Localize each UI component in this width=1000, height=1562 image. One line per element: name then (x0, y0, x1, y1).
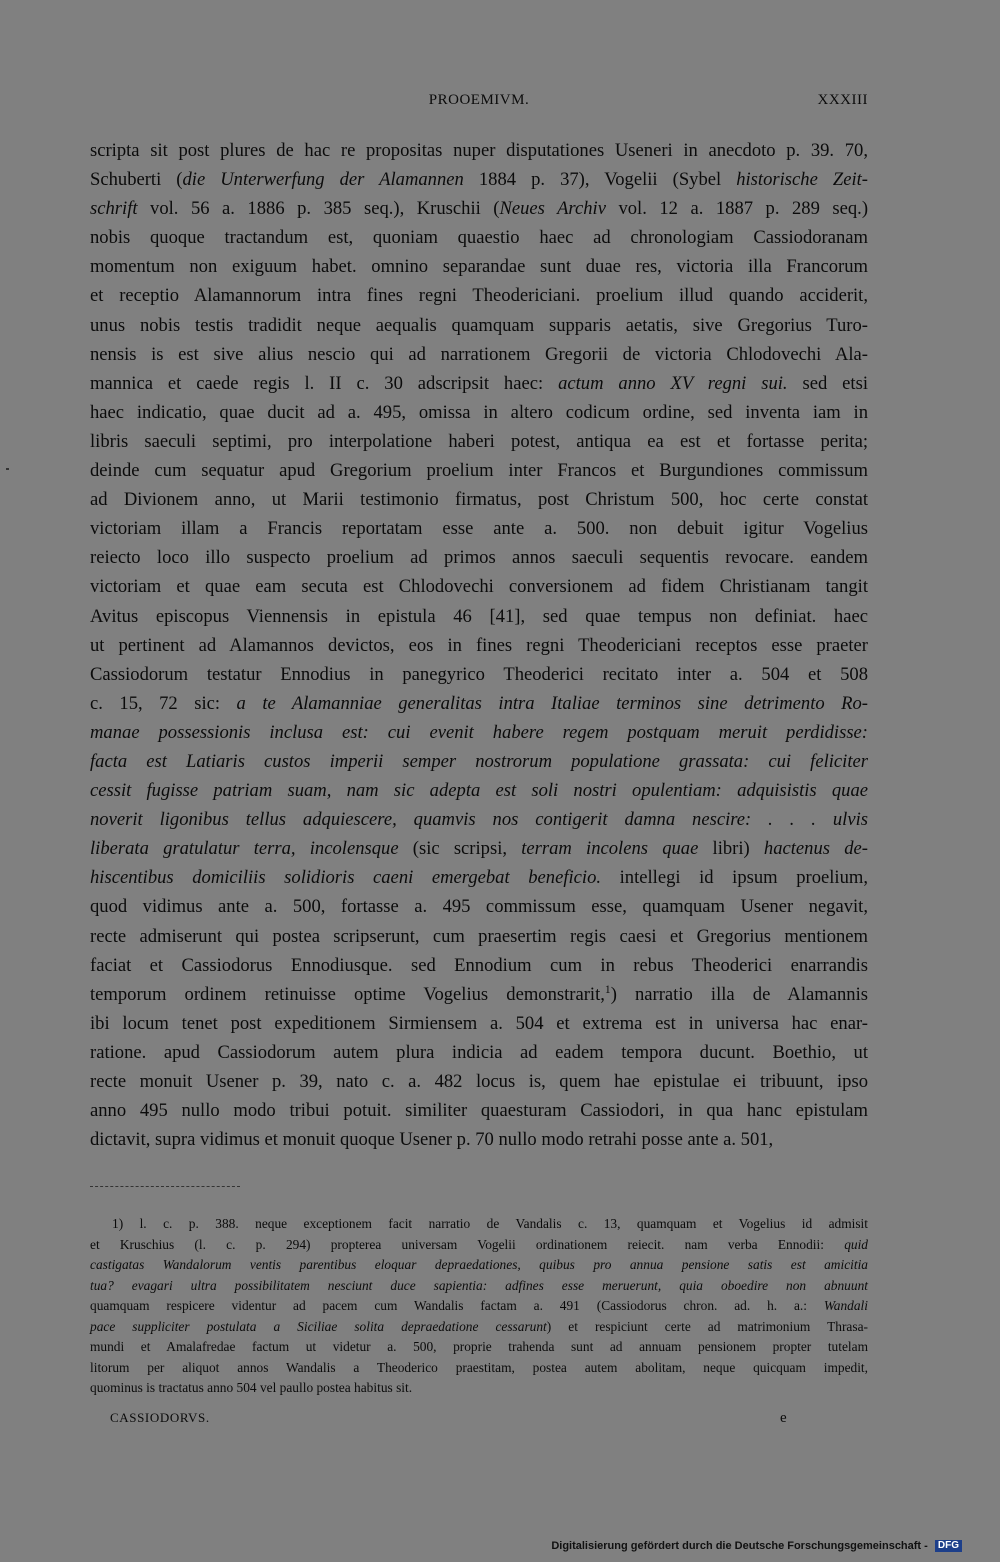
footnotes (90, 1214, 868, 1399)
text-line: haec indicatio, quae ducit ad a. 495, omissa in altero codicum ordine, sed inventa iam in (90, 401, 868, 423)
text-line: faciat et Cassiodorus Ennodiusque. sed Ennodium cum in rebus Theoderici enarrandis (90, 954, 868, 976)
text-line: unus nobis testis tradidit neque aequalis quamquam supparis aetatis, sive Gregorius Turo- (90, 314, 868, 336)
text-line: libris saeculi septimi, pro interpolatione haberi potest, antiqua ea est et fortasse perita; (90, 430, 868, 452)
text-line: nensis is est sive alius nescio qui ad narrationem Gregorii de victoria Chlodovechi Ala- (90, 343, 868, 365)
footnote-line: et Kruschius (l. c. p. 294) propterea universam Vogelii ordinationem reiecit. nam verba Ennodii: quid (90, 1236, 868, 1252)
text-line: recte monuit Usener p. 39, nato c. a. 482 locus is, quem hae epistulae ei tribuunt, ipso (90, 1071, 868, 1092)
page-number: XXXIII (817, 92, 868, 108)
main-text (90, 136, 868, 1154)
text-line: c. 15, 72 sic: a te Alamanniae generalitas intra Italiae terminos sine detrimento Ro- (90, 692, 868, 714)
signature-mark: e (780, 1410, 788, 1426)
text-line: momentum non exiguum habet. omnino separandae sunt duae res, victoria illa Francorum (90, 256, 868, 278)
signature-name: CASSIODORVS. (110, 1410, 210, 1425)
text-line: manae possessionis inclusa est: cui evenit habere regem postquam meruit perdidisse: (90, 721, 868, 743)
text-line: deinde cum sequatur apud Gregorium proelium inter Francos et Burgundiones commissum (90, 460, 868, 482)
text-line: scripta sit post plures de hac re propositas nuper disputationes Useneri in anecdoto p. 39. 70, (90, 140, 868, 161)
footnote-separator (90, 1186, 240, 1187)
text-line: cessit fugisse patriam suam, nam sic adepta est soli nostri opulentiam: adquisistis quae (90, 780, 868, 802)
text-line: recte admiserunt qui postea scripserunt, cum praesertim regis caesi et Gregorius mentionem (90, 925, 868, 947)
text-line: quod vidimus ante a. 500, fortasse a. 495 commissum esse, quamquam Usener negavit, (90, 896, 868, 918)
text-line: Schuberti (die Unterwerfung der Alamannen 1884 p. 37), Vogelii (Sybel historische Zeit- (90, 169, 868, 191)
text-line: ut pertinent ad Alamannos devictos, eos in fines regni Theodericiani receptos esse praeter (90, 634, 868, 656)
text-line: schrift vol. 56 a. 1886 p. 385 seq.), Kruschii (Neues Archiv vol. 12 a. 1887 p. 289 seq.) (90, 198, 869, 220)
signature-line (110, 1410, 868, 1426)
scan-speck (6, 468, 9, 470)
text-line: ad Divionem anno, ut Marii testimonio firmatus, post Christum 500, hoc certe constat (90, 489, 868, 511)
text-line: liberata gratulatur terra, incolensque (sic scripsi, terram incolens quae libri) hactenus de- (90, 838, 868, 860)
text-line: victoriam et quae eam secuta est Chlodovechi conversionem ad fidem Christianam tangit (90, 576, 868, 598)
footnote-line: quamquam respicere videntur ad pacem cum Wandalis factam a. 491 (Cassiodorus chron. ad. h. a.: Wandali (90, 1298, 868, 1313)
running-title: PROOEMIVM. (428, 92, 530, 108)
running-header (90, 88, 868, 116)
text-line: facta est Latiaris custos imperii semper nostrorum populatione grassata: cui feliciter (90, 750, 868, 772)
text-line: nobis quoque tractandum est, quoniam quaestio haec ad chronologiam Cassiodoranam (90, 227, 868, 249)
text-line: anno 495 nullo modo tribui potuit. similiter quaesturam Cassiodori, in qua hanc epistulam (90, 1100, 868, 1122)
digitization-credit (551, 1540, 962, 1552)
text-line: victoriam illam a Francis reportatam esse ante a. 500. non debuit igitur Vogelius (90, 518, 868, 540)
credit-text: Digitalisierung gefördert durch die Deutsche Forschungsgemeinschaft - (551, 1540, 928, 1552)
footnote-line: 1) l. c. p. 388. neque exceptionem facit narratio de Vandalis c. 13, quamquam et Vogelius id admisit (112, 1216, 868, 1231)
text-line: Avitus episcopus Viennensis in epistula 46 [41], sed quae tempus non definiat. haec (90, 605, 868, 627)
footnote-line: tua? evagari ultra possibilitatem nesciunt duce sapientia: adfines esse meruerunt, quia oboedire non abnuunt (90, 1277, 868, 1293)
footnote-line: castigatas Wandalorum ventis parentibus eloquar depraedationes, quibus pro annua pensione satis est amicitia (90, 1257, 868, 1272)
text-line: hiscentibus domiciliis solidioris caeni emergebat beneficio. intellegi id ipsum proelium, (90, 867, 868, 889)
text-line: et receptio Alamannorum intra fines regni Theodericiani. proelium illud quando acciderit, (90, 285, 868, 307)
text-line: ibi locum tenet post expeditionem Sirmiensem a. 504 et extrema est in universa hac enar- (90, 1012, 868, 1034)
dfg-logo: DFG (935, 1540, 962, 1552)
text-line: mannica et caede regis l. II c. 30 adscripsit haec: actum anno XV regni sui. sed etsi (90, 372, 869, 394)
footnote-line: quominus is tractatus anno 504 vel paullo postea habitus sit. (90, 1380, 413, 1395)
text-line: Cassiodorum testatur Ennodius in panegyrico Theoderici recitato inter a. 504 et 508 (90, 663, 868, 685)
footnote-line: litorum per aliquot annos Wandalis a Theoderico praestitam, postea autem abolitam, neque quicquam impedit, (90, 1359, 868, 1375)
text-line: reiecto loco illo suspecto proelium ad primos annos saeculi sequentis revocare. eandem (90, 547, 868, 569)
footnote-line: mundi et Amalafredae factum ut videtur a. 500, proprie trahenda sunt ad annuam pensionem propter tutelam (90, 1339, 868, 1354)
text-line: noverit ligonibus tellus adquiescere, quamvis nos contigerit damna nescire: . . . ulvis (90, 809, 868, 831)
footnote-line: pace suppliciter postulata a Siciliae solita depraedatione cessarunt) et respiciunt certe ad matrimonium Thrasa- (90, 1318, 868, 1334)
text-line: ratione. apud Cassiodorum autem plura indicia ad eadem tempora ducunt. Boethio, ut (90, 1041, 868, 1063)
text-line: temporum ordinem retinuisse optime Vogelius demonstrarit,$^1$) narratio illa de Alamannis (90, 983, 868, 1005)
text-line: dictavit, supra vidimus et monuit quoque Usener p. 70 nullo modo retrahi posse ante a. 501, (90, 1129, 774, 1151)
